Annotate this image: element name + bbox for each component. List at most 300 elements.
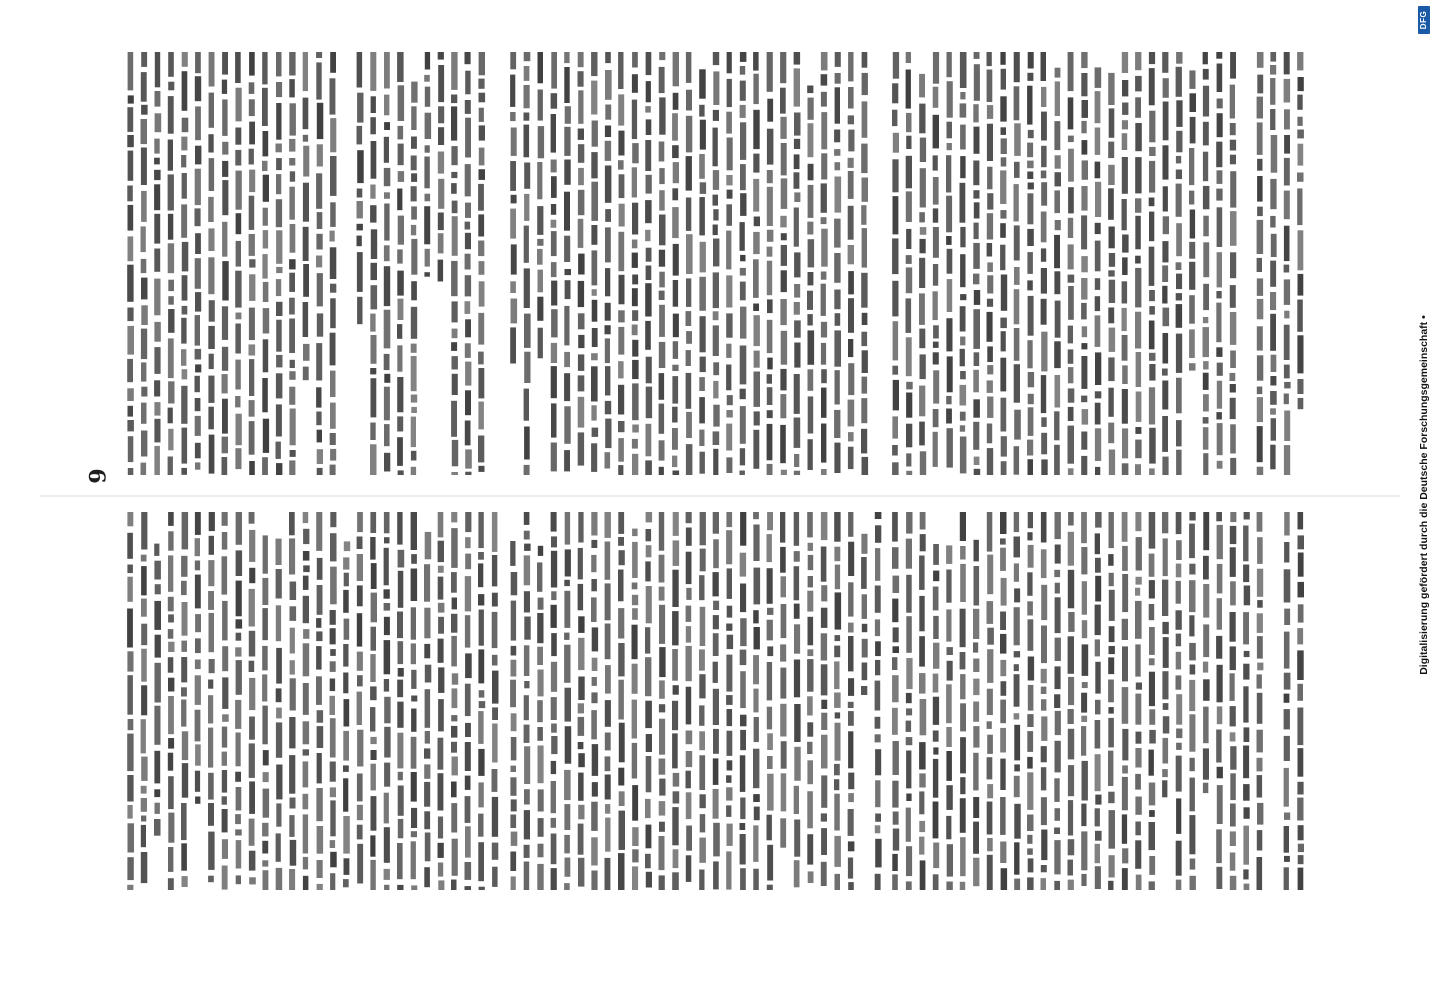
text-line-stroke	[316, 646, 322, 670]
text-line-stroke	[727, 190, 733, 199]
text-line-stroke	[343, 644, 348, 667]
text-line-stroke	[1203, 327, 1210, 357]
text-line-stroke	[357, 297, 362, 324]
text-line-stroke	[1109, 227, 1115, 249]
text-line-stroke	[933, 674, 939, 693]
text-line-stroke	[960, 882, 965, 890]
text-line-stroke	[591, 555, 596, 572]
text-line-stroke	[141, 105, 148, 115]
text-line-stroke	[821, 664, 828, 695]
left-column-lower-block	[510, 512, 882, 890]
text-line-stroke	[424, 206, 430, 244]
text-line-stroke	[209, 93, 214, 128]
text-line-stroke	[1162, 286, 1167, 304]
text-line-stroke	[236, 619, 243, 628]
text-line-stroke	[1014, 804, 1020, 839]
text-line-stroke	[330, 433, 336, 445]
text-line-stroke	[154, 544, 159, 556]
text-line-stroke	[578, 773, 584, 801]
text-line-stroke	[834, 512, 840, 542]
text-line-stroke	[947, 844, 953, 876]
text-line-stroke	[235, 150, 241, 166]
text-line-stroke	[1081, 186, 1087, 211]
text-line-stroke	[290, 103, 296, 135]
text-line-stroke	[1203, 52, 1208, 64]
text-line-stroke	[1257, 537, 1263, 564]
text-line-stroke	[906, 52, 911, 63]
text-line-stroke	[726, 275, 732, 307]
text-line-stroke	[808, 617, 814, 646]
text-line-stroke	[960, 183, 966, 223]
text-line-stroke	[479, 93, 486, 103]
text-line-stroke	[1068, 729, 1074, 760]
text-line-stroke	[619, 791, 625, 806]
text-line-stroke	[659, 759, 666, 775]
text-line-stroke	[1203, 783, 1208, 793]
text-line-stroke	[538, 126, 544, 158]
text-line-stroke	[892, 462, 899, 475]
text-line-stroke	[673, 314, 679, 338]
text-line-stroke	[236, 875, 241, 884]
text-line-stroke	[384, 603, 391, 611]
text-line-stroke	[1298, 553, 1304, 577]
text-line-stroke	[835, 177, 842, 213]
text-line-stroke	[465, 390, 471, 415]
text-line-stroke	[330, 567, 337, 605]
text-line-stroke	[465, 615, 470, 647]
text-line-stroke	[808, 543, 813, 551]
text-line-stroke	[1298, 604, 1304, 622]
text-line-stroke	[862, 594, 867, 619]
text-line-stroke	[289, 273, 295, 292]
text-line-stroke	[538, 546, 543, 556]
text-line-stroke	[974, 52, 980, 59]
dfg-logo-icon	[1418, 6, 1430, 34]
text-line-stroke	[821, 52, 828, 70]
text-line-stroke	[154, 279, 160, 316]
text-line-stroke	[538, 270, 544, 293]
text-line-stroke	[551, 551, 557, 588]
text-line-stroke	[1297, 798, 1303, 821]
text-line-stroke	[1041, 417, 1046, 427]
text-line-stroke	[619, 204, 625, 227]
text-line-stroke	[1028, 296, 1034, 336]
text-line-stroke	[1041, 299, 1047, 325]
text-line-stroke	[438, 880, 444, 890]
text-line-stroke	[1270, 445, 1275, 470]
text-line-stroke	[781, 741, 787, 769]
text-line-stroke	[303, 344, 310, 361]
text-line-stroke	[946, 396, 951, 404]
text-line-stroke	[1298, 274, 1304, 296]
text-line-stroke	[933, 208, 938, 222]
text-line-stroke	[276, 803, 281, 826]
text-line-stroke	[592, 289, 597, 296]
text-line-stroke	[946, 196, 952, 233]
text-line-stroke	[1068, 244, 1074, 269]
text-line-stroke	[794, 860, 800, 887]
text-line-stroke	[835, 73, 841, 84]
text-line-stroke	[1054, 828, 1060, 835]
text-line-stroke	[753, 259, 759, 298]
text-line-stroke	[726, 805, 731, 817]
text-line-stroke	[578, 52, 584, 67]
text-line-stroke	[646, 81, 651, 102]
text-line-stroke	[208, 728, 213, 768]
text-line-stroke	[1189, 564, 1195, 575]
text-line-stroke	[1054, 121, 1060, 150]
text-line-stroke	[478, 814, 483, 837]
text-line-stroke	[632, 529, 638, 537]
text-line-stroke	[1203, 427, 1209, 450]
text-line-stroke	[1014, 674, 1020, 707]
text-line-stroke	[384, 727, 390, 758]
text-line-stroke	[632, 542, 638, 578]
text-line-stroke	[659, 52, 665, 60]
text-line-stroke	[821, 74, 828, 85]
text-line-stroke	[808, 555, 814, 570]
text-line-stroke	[713, 572, 719, 596]
text-line-stroke	[713, 662, 718, 683]
text-line-stroke	[290, 171, 295, 181]
text-line-stroke	[861, 534, 867, 554]
text-line-stroke	[1054, 881, 1060, 890]
text-line-stroke	[591, 366, 598, 401]
text-line-stroke	[947, 428, 953, 467]
text-line-stroke	[127, 651, 133, 671]
text-line-stroke	[262, 88, 268, 126]
text-line-stroke	[538, 818, 544, 837]
text-line-stroke	[141, 329, 147, 360]
text-line-stroke	[537, 864, 543, 890]
text-line-stroke	[330, 800, 335, 836]
text-line-stroke	[1149, 881, 1155, 890]
text-line-stroke	[222, 52, 228, 75]
text-line-stroke	[672, 649, 678, 681]
text-line-stroke	[618, 160, 624, 169]
text-line-stroke	[960, 254, 965, 287]
text-line-stroke	[645, 230, 650, 241]
text-line-stroke	[465, 653, 472, 678]
text-line-stroke	[398, 641, 404, 664]
text-line-stroke	[1189, 191, 1194, 205]
text-line-stroke	[236, 787, 242, 811]
text-line-stroke	[754, 315, 760, 346]
text-line-stroke	[397, 377, 403, 412]
text-line-stroke	[357, 201, 363, 218]
text-line-stroke	[262, 161, 268, 171]
text-line-stroke	[155, 584, 161, 594]
text-line-stroke	[465, 203, 471, 218]
text-line-stroke	[236, 840, 242, 868]
text-line-stroke	[1108, 554, 1113, 566]
text-line-stroke	[767, 815, 772, 841]
text-line-stroke	[478, 563, 483, 587]
text-line-stroke	[920, 227, 927, 235]
text-line-stroke	[835, 712, 840, 718]
text-line-stroke	[1001, 681, 1007, 696]
text-line-stroke	[740, 406, 746, 444]
text-line-stroke	[960, 703, 966, 731]
text-line-stroke	[713, 615, 719, 629]
text-line-stroke	[1149, 198, 1155, 207]
text-line-stroke	[208, 773, 214, 800]
text-line-stroke	[452, 598, 457, 610]
text-line-stroke	[249, 344, 256, 355]
text-line-stroke	[1041, 585, 1047, 620]
text-line-stroke	[1217, 665, 1223, 703]
text-line-stroke	[753, 512, 759, 519]
text-line-stroke	[357, 189, 363, 198]
text-line-stroke	[605, 804, 610, 814]
text-line-stroke	[1297, 708, 1303, 746]
text-line-stroke	[182, 369, 188, 379]
text-line-stroke	[289, 512, 295, 535]
text-line-stroke	[1298, 144, 1304, 166]
text-line-stroke	[236, 512, 242, 545]
text-line-stroke	[222, 161, 228, 177]
text-line-stroke	[740, 255, 745, 261]
text-line-stroke	[538, 746, 544, 784]
text-line-stroke	[780, 644, 786, 661]
text-line-stroke	[357, 537, 363, 550]
text-line-stroke	[551, 781, 556, 813]
text-line-stroke	[222, 556, 228, 594]
text-line-stroke	[605, 818, 610, 852]
text-line-stroke	[397, 52, 404, 82]
text-line-stroke	[919, 636, 925, 666]
text-line-stroke	[127, 675, 132, 715]
text-line-stroke	[740, 448, 745, 465]
text-line-stroke	[1163, 216, 1169, 234]
text-line-stroke	[276, 404, 282, 436]
text-line-stroke	[1027, 161, 1034, 169]
text-line-stroke	[618, 94, 624, 125]
text-line-stroke	[960, 412, 966, 421]
text-line-stroke	[875, 749, 881, 775]
text-line-stroke	[168, 813, 174, 843]
text-line-stroke	[987, 512, 993, 552]
text-line-stroke	[618, 643, 624, 676]
text-line-stroke	[713, 362, 719, 375]
text-line-stroke	[182, 118, 189, 133]
text-line-stroke	[619, 275, 625, 305]
text-line-stroke	[1014, 512, 1019, 532]
text-line-stroke	[767, 410, 773, 418]
text-line-stroke	[686, 646, 692, 681]
text-line-stroke	[1176, 798, 1181, 834]
text-line-stroke	[1041, 549, 1047, 578]
text-line-stroke	[659, 97, 665, 134]
text-line-stroke	[699, 838, 706, 863]
text-line-stroke	[317, 468, 323, 475]
text-line-stroke	[686, 687, 692, 725]
text-line-stroke	[537, 239, 543, 246]
text-line-stroke	[699, 197, 705, 235]
text-line-stroke	[1190, 93, 1197, 112]
text-line-stroke	[807, 722, 813, 736]
text-line-stroke	[208, 876, 214, 883]
text-line-stroke	[808, 272, 814, 285]
text-line-stroke	[960, 512, 966, 541]
text-line-stroke	[834, 836, 841, 867]
text-line-stroke	[371, 378, 377, 417]
text-line-stroke	[330, 371, 336, 397]
text-line-stroke	[141, 226, 146, 252]
text-line-stroke	[807, 696, 813, 715]
text-line-stroke	[1284, 694, 1290, 703]
text-line-stroke	[438, 106, 444, 123]
text-line-stroke	[1081, 73, 1087, 96]
text-line-stroke	[821, 229, 828, 267]
text-line-stroke	[794, 551, 800, 562]
text-line-stroke	[154, 402, 160, 416]
text-line-stroke	[1176, 52, 1182, 64]
text-line-stroke	[726, 530, 732, 564]
text-line-stroke	[821, 735, 828, 769]
text-line-stroke	[1001, 436, 1007, 456]
text-line-stroke	[537, 647, 543, 665]
text-line-stroke	[1176, 450, 1182, 475]
text-line-stroke	[330, 156, 337, 196]
text-line-stroke	[740, 755, 746, 792]
text-line-stroke	[262, 378, 268, 412]
text-line-stroke	[208, 228, 214, 251]
text-line-stroke	[861, 144, 867, 174]
text-line-stroke	[933, 731, 939, 742]
text-line-stroke	[1109, 855, 1115, 877]
text-line-stroke	[249, 234, 255, 256]
text-line-stroke	[1149, 554, 1155, 577]
text-line-stroke	[128, 236, 134, 261]
text-line-stroke	[195, 208, 201, 226]
text-line-stroke	[578, 397, 585, 428]
text-line-stroke	[920, 534, 926, 551]
text-line-stroke	[740, 105, 746, 118]
text-line-stroke	[605, 338, 610, 363]
text-line-stroke	[384, 512, 390, 533]
text-line-stroke	[1109, 512, 1114, 548]
text-line-stroke	[1000, 548, 1006, 571]
text-line-stroke	[397, 416, 403, 431]
text-line-stroke	[330, 78, 336, 114]
text-line-stroke	[578, 616, 584, 633]
text-line-stroke	[1244, 884, 1250, 890]
text-line-stroke	[303, 643, 310, 676]
text-line-stroke	[1109, 590, 1115, 621]
text-line-stroke	[619, 723, 625, 763]
text-line-stroke	[875, 660, 880, 675]
text-line-stroke	[357, 224, 363, 231]
text-line-stroke	[906, 881, 912, 890]
text-line-stroke	[1203, 373, 1209, 390]
text-line-stroke	[740, 122, 746, 160]
text-line-stroke	[222, 437, 228, 454]
text-line-stroke	[672, 376, 678, 404]
text-line-stroke	[524, 512, 530, 525]
text-line-stroke	[451, 528, 458, 568]
text-line-stroke	[713, 52, 719, 65]
text-line-stroke	[1149, 856, 1155, 875]
text-line-stroke	[1230, 171, 1236, 207]
text-line-stroke	[330, 852, 337, 868]
text-line-stroke	[141, 463, 147, 475]
text-line-stroke	[605, 366, 610, 395]
text-line-stroke	[398, 144, 404, 166]
text-line-stroke	[127, 565, 132, 574]
text-line-stroke	[537, 613, 543, 643]
text-line-stroke	[808, 185, 814, 218]
text-line-stroke	[249, 743, 255, 778]
text-line-stroke	[1257, 258, 1262, 272]
text-line-stroke	[1257, 636, 1263, 659]
text-line-stroke	[933, 874, 939, 890]
text-line-stroke	[524, 789, 530, 804]
text-line-stroke	[438, 843, 444, 858]
text-line-stroke	[754, 217, 760, 227]
text-line-stroke	[127, 308, 133, 322]
text-line-stroke	[960, 385, 967, 406]
text-line-stroke	[906, 539, 912, 569]
text-line-stroke	[289, 371, 295, 380]
text-line-stroke	[673, 471, 680, 476]
text-line-stroke	[438, 52, 444, 60]
text-line-stroke	[330, 465, 336, 475]
text-line-stroke	[1284, 325, 1290, 360]
text-line-stroke	[835, 874, 841, 890]
text-line-stroke	[357, 126, 363, 144]
text-line-stroke	[511, 660, 517, 677]
text-line-stroke	[510, 815, 516, 829]
text-line-stroke	[1027, 714, 1033, 727]
text-line-stroke	[699, 154, 705, 179]
text-line-stroke	[551, 662, 557, 692]
text-line-stroke	[276, 279, 281, 296]
text-line-stroke	[578, 281, 584, 307]
text-line-stroke	[371, 750, 377, 760]
text-line-stroke	[1149, 709, 1155, 725]
text-line-stroke	[861, 398, 867, 423]
text-line-stroke	[1000, 96, 1006, 121]
text-line-stroke	[946, 816, 951, 839]
text-line-stroke	[1284, 394, 1289, 405]
text-line-stroke	[605, 542, 611, 580]
text-line-stroke	[384, 245, 390, 261]
text-line-stroke	[578, 717, 585, 736]
text-line-stroke	[713, 601, 719, 610]
text-line-stroke	[875, 512, 882, 519]
text-line-stroke	[195, 561, 200, 571]
text-line-stroke	[726, 775, 731, 783]
text-line-stroke	[973, 609, 979, 639]
text-line-stroke	[1108, 142, 1114, 159]
text-line-stroke	[438, 152, 444, 174]
text-line-stroke	[492, 512, 498, 552]
text-line-stroke	[1041, 512, 1047, 543]
text-line-stroke	[753, 430, 759, 469]
text-line-stroke	[1176, 581, 1181, 604]
text-line-stroke	[1176, 334, 1182, 373]
text-line-stroke	[1054, 778, 1059, 802]
text-line-stroke	[1001, 868, 1008, 890]
text-line-stroke	[673, 512, 679, 536]
text-line-stroke	[862, 73, 868, 95]
text-line-stroke	[1163, 78, 1169, 98]
text-line-stroke	[343, 765, 349, 772]
text-line-stroke	[478, 79, 484, 89]
text-line-stroke	[794, 113, 801, 136]
text-line-stroke	[892, 366, 898, 375]
